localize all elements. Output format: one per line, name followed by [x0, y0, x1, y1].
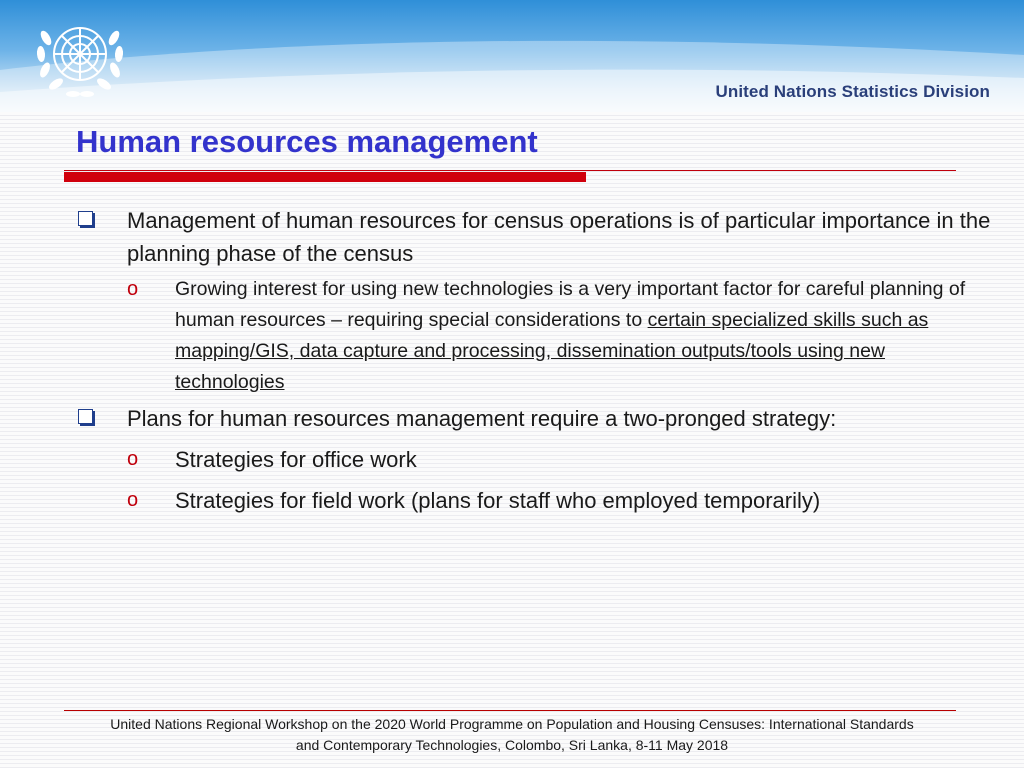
title-rule-thick: [64, 172, 586, 182]
sub-bullet-text: Strategies for office work: [175, 447, 417, 472]
o-bullet-icon: o: [127, 489, 139, 511]
checkbox-bullet-icon: [78, 211, 93, 226]
bullet-text: Management of human resources for census operations is of particular importance in the planning phase of the census: [127, 208, 991, 266]
un-emblem-logo: [28, 8, 132, 104]
sub-bullet-item: [76, 274, 996, 398]
bullet-text: Plans for human resources management require a two-pronged strategy:: [127, 406, 837, 431]
footer: [0, 714, 1024, 756]
header-banner: [0, 0, 1024, 112]
slide-content: [76, 204, 996, 517]
footer-line-2: and Contemporary Technologies, Colombo, Sri Lanka, 8-11 May 2018: [295, 737, 729, 753]
bullet-item: [76, 204, 996, 270]
footer-line-1: United Nations Regional Workshop on the 2020 World Programme on Population and Housing Censuses: International Standards: [110, 716, 914, 732]
sub-bullet-text: Strategies for field work (plans for staff who employed temporarily): [175, 488, 821, 513]
sub-bullet-item: [76, 443, 996, 476]
checkbox-bullet-icon: [78, 409, 93, 424]
title-rule-thin: [64, 170, 956, 171]
division-name: United Nations Statistics Division: [715, 82, 990, 101]
o-bullet-icon: o: [127, 448, 139, 470]
bullet-item: [76, 402, 996, 435]
sub-bullet-item: [76, 484, 996, 517]
o-bullet-icon: o: [127, 278, 139, 300]
slide-title: Human resources management: [76, 124, 538, 159]
footer-rule: [64, 710, 956, 711]
sub-bullet-text: Growing interest for using new technologies is a very important factor for careful planning of human resources – requiring special considerations to: [175, 278, 966, 331]
sub-bullet-underlined-text: certain specialized skills such as mapping/GIS, data capture and processing, dissemination outputs/tools using new technologies: [175, 309, 929, 393]
